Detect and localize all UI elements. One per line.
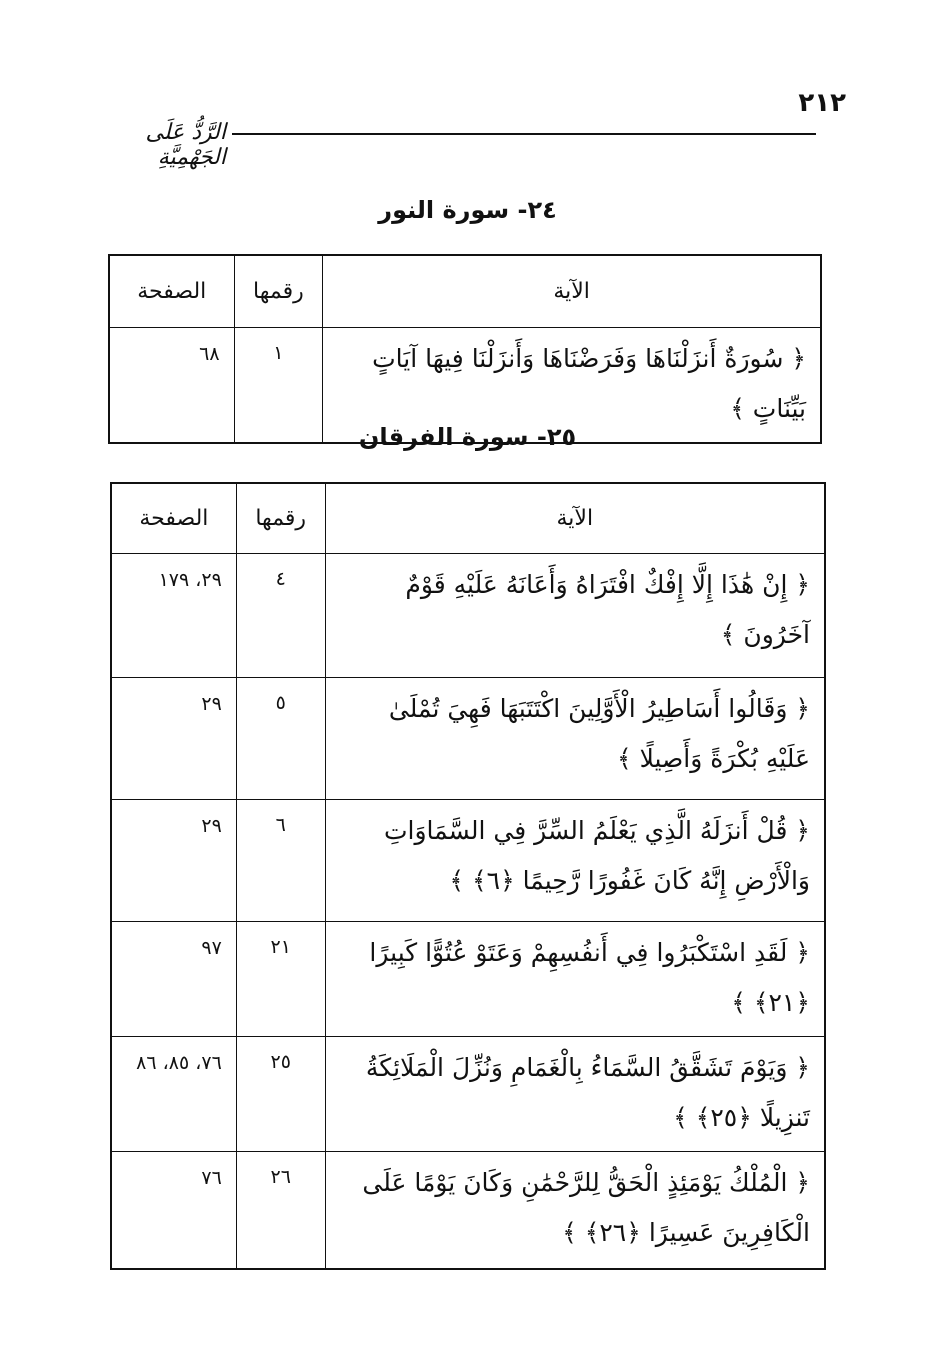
- verse-table-al-furqan: [110, 482, 826, 1270]
- verse-text: ﴿ إِنْ هَٰذَا إِلَّا إِفْكٌ افْتَرَاهُ وَأَعَانَهُ عَلَيْهِ قَوْمٌ آخَرُونَ ﴾: [325, 553, 825, 677]
- column-header-verse: الآية: [325, 483, 825, 553]
- table-header-row: [109, 255, 821, 327]
- column-header-number: رقمها: [234, 255, 323, 327]
- page-reference: ٧٦، ٨٥، ٨٦: [111, 1036, 236, 1151]
- header-rule: [232, 133, 816, 135]
- column-header-verse: الآية: [323, 255, 821, 327]
- verse-table-an-nur: [108, 254, 822, 444]
- page-reference: ٢٩: [111, 677, 236, 799]
- verse-number: ٥: [236, 677, 325, 799]
- verse-text: ﴿ الْمُلْكُ يَوْمَئِذٍ الْحَقُّ لِلرَّحْمَٰنِ وَكَانَ يَوْمًا عَلَى الْكَافِرِينَ عَسِيرًا ﴿٢٦﴾ ﴾: [325, 1151, 825, 1269]
- column-header-page: الصفحة: [111, 483, 236, 553]
- verse-number: ٢٥: [236, 1036, 325, 1151]
- page-reference: ٦٨: [109, 327, 234, 443]
- verse-number: ٢٦: [236, 1151, 325, 1269]
- verse-text: ﴿ وَيَوْمَ تَشَقَّقُ السَّمَاءُ بِالْغَمَامِ وَنُزِّلَ الْمَلَائِكَةُ تَنزِيلًا ﴿٢٥﴾ ﴾: [325, 1036, 825, 1151]
- verse-text: ﴿ سُورَةٌ أَنزَلْنَاهَا وَفَرَضْنَاهَا وَأَنزَلْنَا فِيهَا آيَاتٍ بَيِّنَاتٍ ﴾: [323, 327, 821, 443]
- table-row: [111, 921, 825, 1036]
- table-header-row: [111, 483, 825, 553]
- page-reference: ٩٧: [111, 921, 236, 1036]
- section-title-al-furqan: ٢٥- سورة الفرقان: [358, 423, 577, 451]
- table-row: [111, 799, 825, 921]
- page-reference: ٧٦: [111, 1151, 236, 1269]
- table-row: [111, 1036, 825, 1151]
- page-reference: ٢٩، ١٧٩: [111, 553, 236, 677]
- column-header-number: رقمها: [236, 483, 325, 553]
- verse-text: ﴿ قُلْ أَنزَلَهُ الَّذِي يَعْلَمُ السِّرَّ فِي السَّمَاوَاتِ وَالْأَرْضِ إِنَّهُ كَانَ غَفُورًا رَّحِيمًا ﴿٦﴾ ﴾: [325, 799, 825, 921]
- table-row: [111, 553, 825, 677]
- running-header-title: الرَّدُّ عَلَى الجَهْمِيَّةِ: [145, 120, 226, 170]
- verse-number: ٢١: [236, 921, 325, 1036]
- column-header-page: الصفحة: [109, 255, 234, 327]
- verse-text: ﴿ وَقَالُوا أَسَاطِيرُ الْأَوَّلِينَ اكْتَتَبَهَا فَهِيَ تُمْلَىٰ عَلَيْهِ بُكْرَةً وَأَصِيلًا ﴾: [325, 677, 825, 799]
- section-title-an-nur: ٢٤- سورة النور: [378, 196, 557, 224]
- table-row: [111, 677, 825, 799]
- verse-text: ﴿ لَقَدِ اسْتَكْبَرُوا فِي أَنفُسِهِمْ وَعَتَوْ عُتُوًّا كَبِيرًا ﴿٢١﴾ ﴾: [325, 921, 825, 1036]
- table-row: [111, 1151, 825, 1269]
- verse-number: ٦: [236, 799, 325, 921]
- verse-number: ٤: [236, 553, 325, 677]
- verse-number: ١: [234, 327, 323, 443]
- page-number: ٢١٢: [798, 88, 846, 118]
- page-reference: ٢٩: [111, 799, 236, 921]
